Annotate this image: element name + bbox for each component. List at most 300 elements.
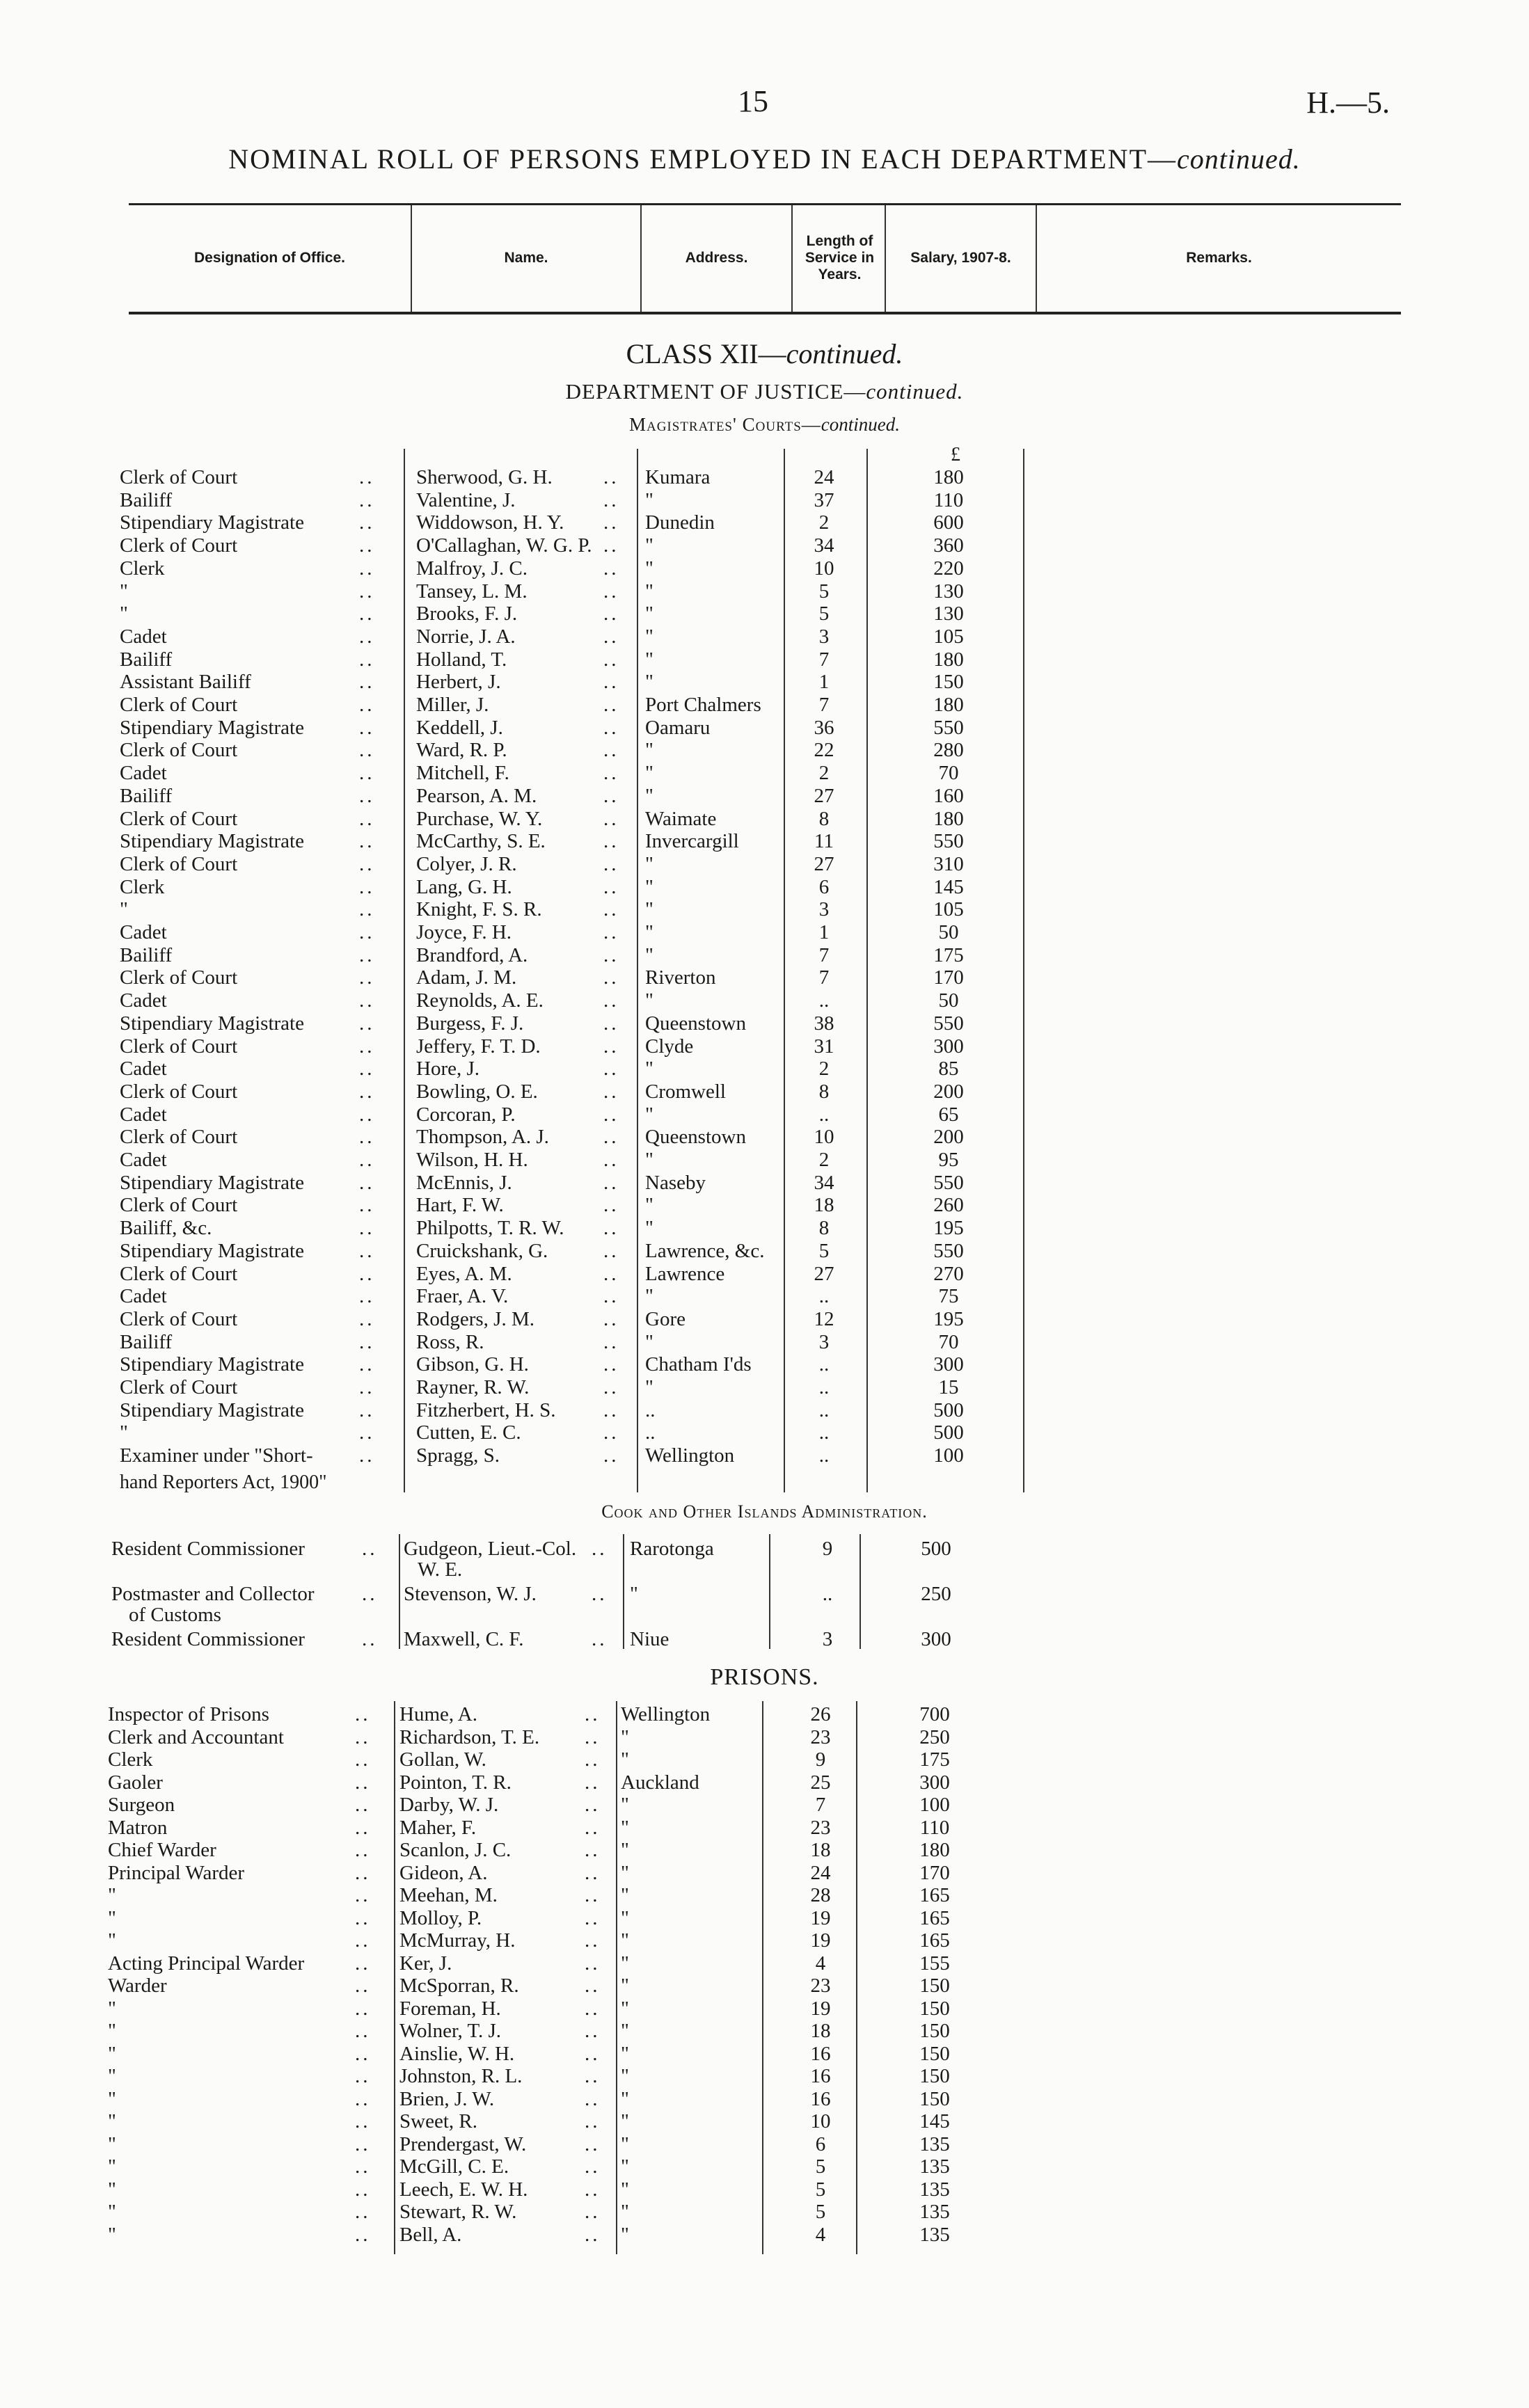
name-cell: Keddell, J. [416,716,503,739]
leader-dots: .. [359,488,375,511]
address-cell: Queenstown [645,1012,746,1035]
designation-cell: Clerk [108,1748,153,1771]
designation-cell: Cadet [120,989,167,1012]
leader-dots: .. [603,1421,619,1444]
designation-cell: Clerk of Court [120,1376,238,1398]
salary-cell: 195 [933,1307,964,1330]
designation-cell: Gaoler [108,1771,163,1794]
table-row [0,1353,1529,1376]
leader-dots: .. [585,1952,601,1975]
page-title-main: NOMINAL ROLL OF PERSONS EMPLOYED IN EACH DEPARTMENT— [228,143,1178,175]
salary-cell: 135 [919,2201,950,2223]
length-cell: 23 [810,1816,831,1839]
table-row [0,2155,1529,2178]
leader-dots: .. [355,1929,371,1952]
length-cell: 18 [810,2020,831,2042]
length-cell: 8 [818,807,830,830]
leader-dots: .. [603,1330,619,1353]
leader-dots: .. [603,694,619,716]
leader-dots: .. [359,807,375,830]
salary-cell: 150 [919,2087,950,2110]
leader-dots: .. [359,534,375,557]
address-cell: " [621,1952,629,1975]
table-row [0,1538,1529,1561]
address-cell: Rarotonga [630,1538,714,1560]
leader-dots: .. [592,1628,608,1650]
designation-cell: Matron [108,1816,168,1839]
length-cell: 11 [814,830,834,853]
leader-dots: .. [359,648,375,671]
length-cell: 28 [810,1884,831,1906]
name-cell: Fitzherbert, H. S. [416,1398,556,1421]
table-row [0,739,1529,762]
designation-cell: Cadet [120,625,167,648]
name-cell: Ward, R. P. [416,739,507,762]
address-cell: Queenstown [645,1126,746,1149]
length-cell: 4 [815,2223,826,2246]
leader-dots: .. [362,1538,378,1560]
designation-cell: Principal Warder [108,1861,245,1884]
table-row [0,1194,1529,1217]
designation-cell: Clerk of Court [120,466,238,488]
leader-dots: .. [355,2178,371,2201]
class-heading [0,337,1529,370]
department-heading-continued: continued. [866,379,964,404]
length-cell: 24 [814,466,834,488]
length-cell: 10 [814,557,834,580]
designation-cell: Clerk of Court [120,1080,238,1103]
salary-cell: 110 [933,488,964,511]
length-cell: 34 [814,1171,834,1194]
table-row [0,1308,1529,1331]
designation-cell: " [108,1929,116,1952]
address-cell: " [621,2042,629,2065]
table-row [0,2088,1529,2111]
salary-cell: 145 [933,875,964,898]
name-cell: Valentine, J. [416,488,516,511]
leader-dots: .. [585,2065,601,2087]
name-cell: McMurray, H. [399,1929,516,1952]
salary-cell: 260 [933,1194,964,1217]
leader-dots: .. [359,1353,375,1376]
salary-cell: 700 [919,1703,950,1725]
table-row [0,694,1529,717]
leader-dots: .. [603,1194,619,1217]
leader-dots: .. [355,1725,371,1748]
name-cell: Stevenson, W. J. [404,1583,537,1605]
name-cell: Colyer, J. R. [416,852,517,875]
address-cell: " [621,1997,629,2020]
address-cell: Auckland [621,1771,699,1794]
length-cell: 37 [814,488,834,511]
name-cell: Leech, E. W. H. [399,2178,528,2201]
designation-cell: Stipendiary Magistrate [120,830,304,853]
table-row [0,1952,1529,1975]
length-cell: 7 [815,1794,826,1816]
designation-cell: " [108,1997,116,2020]
length-cell: 34 [814,534,834,557]
leader-dots: .. [585,2042,601,2065]
name-cell: Cutten, E. C. [416,1421,521,1444]
name-cell: Hart, F. W. [416,1194,504,1217]
salary-cell: 500 [921,1538,951,1560]
length-cell: 22 [814,739,834,762]
name-cell: Gideon, A. [399,1861,488,1884]
table-row [0,1217,1529,1240]
address-cell: " [621,1725,629,1748]
table-row [0,2110,1529,2133]
salary-cell: 65 [938,1103,959,1126]
length-cell: 19 [810,1929,831,1952]
leader-dots: .. [603,989,619,1012]
address-cell: Waimate [645,807,717,830]
length-cell: 7 [818,648,830,671]
length-cell: 36 [814,716,834,739]
leader-dots: .. [359,1149,375,1171]
leader-dots: .. [603,921,619,943]
address-cell: " [645,488,653,511]
leader-dots: .. [359,1421,375,1444]
length-cell: 9 [822,1538,833,1560]
salary-cell: 270 [933,1262,964,1285]
designation-cell: Acting Principal Warder [108,1952,305,1975]
examiner-continuation-row [0,1471,1529,1494]
address-cell: " [645,784,653,807]
salary-cell: 170 [933,966,964,989]
length-cell: 2 [818,1058,830,1081]
salary-cell: 95 [938,1149,959,1171]
designation-cell: " [108,2042,116,2065]
table-row [0,2224,1529,2247]
address-cell: " [630,1583,638,1605]
table-row [0,966,1529,989]
leader-dots: .. [359,966,375,989]
table-row [0,1058,1529,1081]
name-cell: Gudgeon, Lieut.-Col. [404,1538,577,1560]
length-cell: 8 [818,1080,830,1103]
salary-cell: 550 [933,830,964,853]
length-cell: 5 [818,580,830,603]
salary-cell: 200 [933,1080,964,1103]
leader-dots: .. [585,1703,601,1725]
name-cell: Corcoran, P. [416,1103,516,1126]
designation-cell: Clerk of Court [120,694,238,716]
address-cell: " [645,943,653,966]
length-cell: 3 [818,1330,830,1353]
leader-dots: .. [603,1307,619,1330]
name-cell: Spragg, S. [416,1444,500,1467]
table-row [0,2178,1529,2201]
leader-dots: .. [603,1012,619,1035]
table-row [0,1862,1529,1885]
leader-dots: .. [362,1628,378,1650]
length-cell: 9 [815,1748,826,1771]
name-cell: Widdowson, H. Y. [416,511,564,534]
salary-cell: 135 [919,2155,950,2178]
salary-cell: 180 [933,807,964,830]
salary-cell: 250 [921,1583,951,1605]
leader-dots: .. [355,1703,371,1725]
address-cell: " [621,1839,629,1861]
name-cell: Molloy, P. [399,1906,482,1929]
designation-cell: Stipendiary Magistrate [120,1353,304,1376]
salary-cell: 175 [933,943,964,966]
leader-dots: .. [603,1262,619,1285]
leader-dots: .. [603,557,619,580]
leader-dots: .. [355,1884,371,1906]
length-cell: 5 [818,1239,830,1262]
leader-dots: .. [355,1861,371,1884]
table-row [0,1376,1529,1399]
salary-cell: 550 [933,716,964,739]
name-cell: Brien, J. W. [399,2087,495,2110]
designation-cell: " [108,2087,116,2110]
leader-dots: .. [355,1839,371,1861]
table-row [0,625,1529,648]
leader-dots: .. [603,1149,619,1171]
name-cell: Thompson, A. J. [416,1126,549,1149]
leader-dots: .. [355,1997,371,2020]
name-cell: Maher, F. [399,1816,477,1839]
leader-dots: .. [585,1997,601,2020]
leader-dots: .. [362,1583,378,1605]
leader-dots: .. [355,1952,371,1975]
designation-cell: Clerk of Court [120,1126,238,1149]
leader-dots: .. [603,488,619,511]
table-row [0,1444,1529,1467]
leader-dots: .. [359,1194,375,1217]
length-cell: 19 [810,1906,831,1929]
leader-dots: .. [603,1444,619,1467]
address-cell: " [645,921,653,943]
leader-dots: .. [603,716,619,739]
address-cell: Riverton [645,966,716,989]
name-cell: Foreman, H. [399,1997,501,2020]
designation-cell: Bailiff [120,784,173,807]
length-cell: 38 [814,1012,834,1035]
salary-cell: 15 [938,1376,959,1398]
address-cell: " [621,2201,629,2223]
salary-cell: 220 [933,557,964,580]
salary-cell: 100 [933,1444,964,1467]
designation-cell: Clerk of Court [120,1307,238,1330]
leader-dots: .. [355,2065,371,2087]
address-cell: Lawrence [645,1262,725,1285]
department-heading-main: DEPARTMENT OF JUSTICE— [565,379,866,404]
salary-cell: 150 [919,2065,950,2087]
name-cell: Gibson, G. H. [416,1353,529,1376]
leader-dots: .. [359,1262,375,1285]
address-cell: " [645,1194,653,1217]
length-cell: .. [818,1444,830,1467]
length-cell: 16 [810,2065,831,2087]
salary-cell: 70 [938,1330,959,1353]
leader-dots: .. [603,648,619,671]
leader-dots: .. [359,557,375,580]
length-cell: 27 [814,1262,834,1285]
table-row [0,1421,1529,1444]
magistrates-heading-main: Magistrates' Courts— [628,414,821,435]
leader-dots: .. [585,1839,601,1861]
address-cell: " [621,2132,629,2155]
currency-symbol: £ [951,444,960,465]
designation-cell: " [108,2020,116,2042]
leader-dots: .. [359,694,375,716]
salary-cell: 550 [933,1171,964,1194]
address-cell: Wellington [621,1703,711,1725]
designation-cell: " [108,1884,116,1906]
leader-dots: .. [355,2132,371,2155]
table-row [0,1081,1529,1103]
name-cell: Purchase, W. Y. [416,807,543,830]
length-cell: 8 [818,1217,830,1240]
leader-dots: .. [355,2087,371,2110]
address-cell: Lawrence, &c. [645,1239,765,1262]
table-row [0,1703,1529,1726]
designation-cell: Clerk of Court [120,966,238,989]
address-cell: " [645,1376,653,1398]
leader-dots: .. [585,1884,601,1906]
leader-dots: .. [585,2155,601,2178]
leader-dots: .. [355,1794,371,1816]
table-row [0,830,1529,853]
leader-dots: .. [359,1239,375,1262]
table-row [0,1035,1529,1058]
address-cell: Kumara [645,466,711,488]
table-row [0,580,1529,603]
designation-cell: " [120,1421,128,1444]
leader-dots: .. [603,1217,619,1240]
address-cell: " [621,1794,629,1816]
page-title [0,143,1529,175]
class-heading-continued: continued. [786,338,903,369]
leader-dots: .. [592,1538,608,1560]
table-row [0,2133,1529,2156]
name-cell: Prendergast, W. [399,2132,527,2155]
length-cell: 7 [818,694,830,716]
length-cell: 27 [814,784,834,807]
leader-dots: .. [603,898,619,921]
leader-dots: .. [359,671,375,694]
length-cell: 1 [818,921,830,943]
length-cell: 2 [818,1149,830,1171]
salary-cell: 165 [919,1884,950,1906]
address-cell: Gore [645,1307,686,1330]
leader-dots: .. [603,807,619,830]
leader-dots: .. [603,1035,619,1058]
name-cell: McGill, C. E. [399,2155,509,2178]
salary-cell: 150 [919,2020,950,2042]
designation-cell: Clerk of Court [120,1262,238,1285]
leader-dots: .. [359,1217,375,1240]
leader-dots: .. [359,830,375,853]
table-row [0,989,1529,1012]
leader-dots: .. [359,762,375,785]
leader-dots: .. [585,2110,601,2132]
designation-cell: Stipendiary Magistrate [120,1171,304,1194]
leader-dots: .. [359,1330,375,1353]
leader-dots: .. [355,1906,371,1929]
designation-cell: Cadet [120,1058,167,1081]
address-cell: " [621,2223,629,2246]
designation-cell: Clerk of Court [120,739,238,762]
leader-dots: .. [359,1376,375,1398]
designation-cell: Resident Commissioner [111,1628,305,1650]
address-cell: " [645,989,653,1012]
table-row [0,2043,1529,2066]
leader-dots: .. [585,1794,601,1816]
section-heading-prisons: PRISONS. [710,1664,819,1690]
designation-cell: Stipendiary Magistrate [120,511,304,534]
name-cell: Eyes, A. M. [416,1262,512,1285]
leader-dots: .. [585,1861,601,1884]
leader-dots: .. [359,1126,375,1149]
salary-cell: 500 [933,1421,964,1444]
designation-cell: Bailiff [120,943,173,966]
name-cell: Maxwell, C. F. [404,1628,524,1650]
name-cell: Philpotts, T. R. W. [416,1217,564,1240]
leader-dots: .. [355,1816,371,1839]
salary-cell: 165 [919,1929,950,1952]
header-bottom-rule [129,312,1401,314]
salary-cell: 75 [938,1285,959,1308]
name-cell: Mitchell, F. [416,762,509,785]
table-row [0,466,1529,489]
leader-dots: .. [585,1748,601,1771]
salary-cell: 130 [933,580,964,603]
name-cell: Norrie, J. A. [416,625,516,648]
leader-dots: .. [592,1583,608,1605]
designation-cell: Stipendiary Magistrate [120,1398,304,1421]
leader-dots: .. [603,534,619,557]
address-cell: Cromwell [645,1080,726,1103]
length-cell: 19 [810,1997,831,2020]
name-cell: Johnston, R. L. [399,2065,523,2087]
table-row [0,489,1529,512]
class-heading-main: CLASS XII— [626,338,786,369]
table-row [0,1263,1529,1286]
length-cell: .. [822,1583,833,1605]
address-cell: " [621,2178,629,2201]
designation-cell: Clerk and Accountant [108,1725,284,1748]
address-cell: " [621,1748,629,1771]
address-cell: " [621,1861,629,1884]
leader-dots: .. [585,2087,601,2110]
salary-cell: 70 [938,762,959,785]
leader-dots: .. [603,1239,619,1262]
name-cell: Knight, F. S. R. [416,898,542,921]
table-row [0,1998,1529,2020]
designation-cell: Cadet [120,1149,167,1171]
salary-cell: 300 [921,1628,951,1650]
table-row [0,2201,1529,2224]
designation-cell: Clerk of Court [120,1035,238,1058]
leader-dots: .. [603,1285,619,1308]
designation-cell: Surgeon [108,1794,175,1816]
name-cell: Bowling, O. E. [416,1080,538,1103]
leader-dots: .. [603,739,619,762]
name-cell: Pearson, A. M. [416,784,537,807]
table-row [0,717,1529,740]
designation-cell: " [120,603,128,625]
length-cell: 25 [810,1771,831,1794]
address-cell: Clyde [645,1035,694,1058]
table-row [0,1884,1529,1907]
department-heading [0,379,1529,404]
salary-cell: 150 [919,1975,950,1997]
name-cell: Richardson, T. E. [399,1725,540,1748]
designation-cell: Stipendiary Magistrate [120,1239,304,1262]
